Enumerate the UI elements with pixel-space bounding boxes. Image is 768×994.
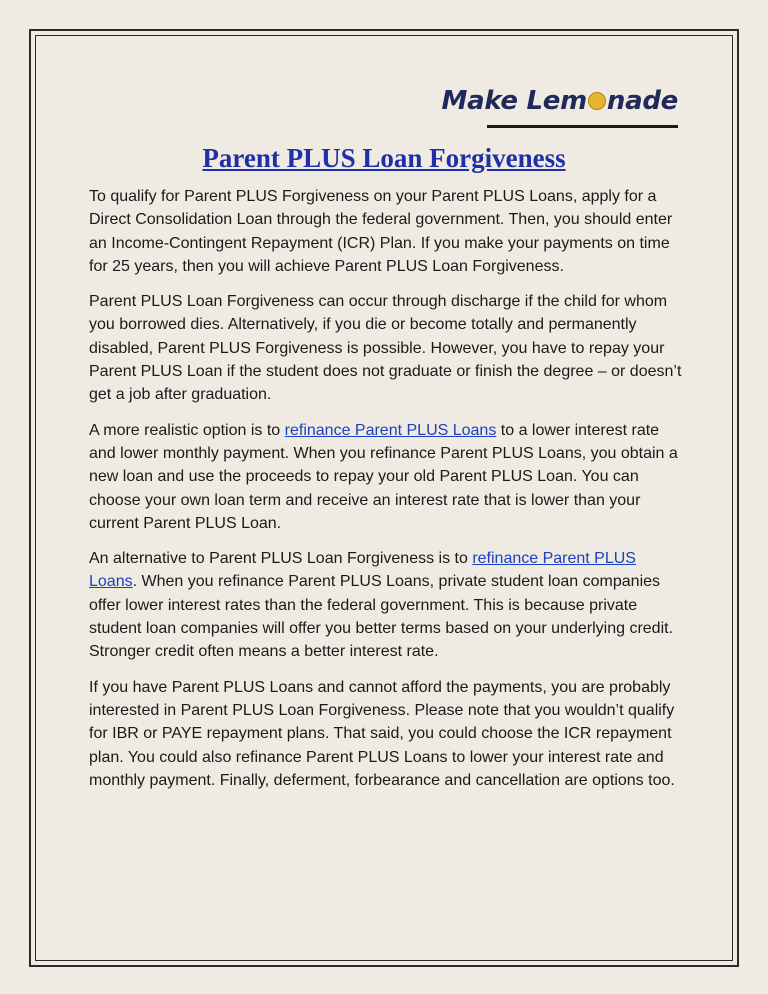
paragraph-4-text-end: . When you refinance Parent PLUS Loans, private student loan companies offer lower interest rates than the federal government. This is because private student loan companies will offer you better terms based on your underlying credit. Stronger credit often means a better interest rate. [89, 573, 674, 661]
logo-underline [487, 125, 678, 128]
paragraph-3 [89, 419, 684, 535]
paragraph-3-text-start: A more realistic option is to [89, 421, 285, 439]
paragraph-4 [89, 547, 684, 663]
refinance-link-1[interactable]: refinance Parent PLUS Loans [284, 421, 497, 439]
paragraph-1: To qualify for Parent PLUS Forgiveness on your Parent PLUS Loans, apply for a Direct Consolidation Loan through the federal government. Then, you should enter an Income-Contingent Repayment (ICR) Plan. If you make your payments on time for 25 years, then you will achieve Parent PLUS Loan Forgiveness. [89, 188, 673, 275]
paragraph-2: Parent PLUS Loan Forgiveness can occur through discharge if the child for whom you borrowed dies. Alternatively, if you die or become totally and permanently disabled, Parent PLUS Forgiveness is possible. However, you have to repay your Parent PLUS Loan if the student does not graduate or finish the degree – or doesn’t get a job after graduation. [89, 293, 682, 404]
paragraph-3-text-end: to a lower interest rate and lower monthly payment. When you refinance Parent PLUS Loans, you obtain a new loan and use the proceeds to repay your old Parent PLUS Loan. You can choose your own loan term and receive an interest rate that is lower than your current Parent PLUS Loan. [89, 421, 678, 532]
make-lemonade-logo [442, 86, 678, 116]
refinance-link-2[interactable]: refinance Parent PLUS Loans [89, 550, 636, 591]
article-body [89, 185, 684, 804]
paragraph-4-text-start: An alternative to Parent PLUS Loan Forgiveness is to [89, 550, 473, 568]
lemon-icon [588, 92, 606, 110]
logo-text-start: Make Lem [441, 86, 587, 116]
page-title: Parent PLUS Loan Forgiveness [202, 143, 566, 173]
paragraph-5: If you have Parent PLUS Loans and cannot afford the payments, you are probably interested in Parent PLUS Loan Forgiveness. Please note that you wouldn’t qualify for IBR or PAYE repayment plans. That said, you could choose the ICR repayment plan. You could also refinance Parent PLUS Loans to lower your interest rate and monthly payment. Finally, deferment, forbearance and cancellation are options too. [89, 678, 675, 789]
logo-text-end: nade [606, 86, 678, 116]
